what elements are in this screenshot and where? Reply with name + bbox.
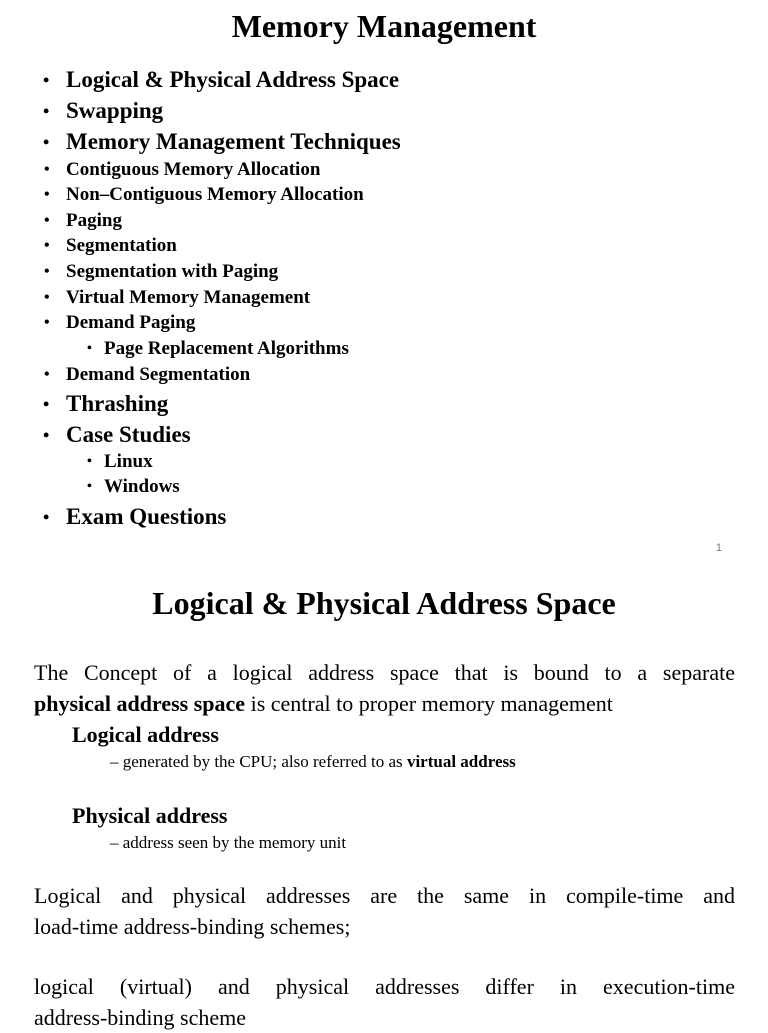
intro-line-1: The Concept of a logical address space that is bound to a separate xyxy=(34,660,735,685)
topic-item-label: Linux xyxy=(104,451,153,472)
topic-item xyxy=(44,260,279,284)
logical-def-text: – generated by the CPU; also referred to as xyxy=(110,752,407,771)
topic-item xyxy=(43,390,169,418)
bullet-icon: • xyxy=(43,507,50,527)
topic-item xyxy=(44,234,177,258)
topic-item-label: Thrashing xyxy=(66,391,169,416)
topic-item-label: Paging xyxy=(66,210,122,231)
topic-item xyxy=(44,311,196,335)
logical-address-heading: Logical address xyxy=(72,722,219,747)
topic-item-label: Non–Contiguous Memory Allocation xyxy=(66,184,364,205)
bullet-icon: • xyxy=(43,70,50,90)
topic-item-label: Swapping xyxy=(66,98,164,123)
topic-item-label: Windows xyxy=(104,476,180,497)
bullet-icon: • xyxy=(44,237,50,254)
topic-item xyxy=(43,421,191,449)
topic-item-label: Logical & Physical Address Space xyxy=(66,67,400,92)
topic-item xyxy=(43,128,401,156)
topic-item-label: Exam Questions xyxy=(66,504,227,529)
binding-para-2-line-1: logical (virtual) and physical addresses differ in execution-time xyxy=(34,974,735,999)
bullet-icon: • xyxy=(44,289,50,306)
binding-para-1-line-2: load-time address-binding schemes; xyxy=(34,914,351,939)
slide-title: Memory Management xyxy=(231,8,537,44)
binding-para-2-line-2: address-binding scheme xyxy=(34,1005,246,1030)
bullet-icon: • xyxy=(44,186,50,203)
bullet-icon: • xyxy=(44,263,50,280)
bullet-icon: • xyxy=(87,454,92,469)
intro-line-2 xyxy=(34,688,735,719)
topic-item-label: Virtual Memory Management xyxy=(66,287,311,308)
bullet-icon: • xyxy=(44,161,50,178)
topic-item-label: Segmentation with Paging xyxy=(66,261,279,282)
physical-address-heading: Physical address xyxy=(72,803,228,828)
intro-rest: is central to proper memory management xyxy=(245,691,613,716)
bullet-icon: • xyxy=(44,212,50,229)
topic-item xyxy=(44,158,321,182)
topic-item xyxy=(44,209,122,233)
slide-title: Logical & Physical Address Space xyxy=(152,585,616,621)
topic-item-label: Page Replacement Algorithms xyxy=(104,338,349,359)
topic-item xyxy=(43,97,164,125)
bullet-icon: • xyxy=(43,101,50,121)
topic-item-label: Segmentation xyxy=(66,235,177,256)
bullet-icon: • xyxy=(87,479,92,494)
bullet-icon: • xyxy=(44,314,50,331)
topic-item-label: Demand Segmentation xyxy=(66,364,251,385)
topic-item xyxy=(44,183,364,207)
bullet-icon: • xyxy=(87,341,92,356)
topic-item xyxy=(87,450,153,474)
topic-item-label: Demand Paging xyxy=(66,312,196,333)
topic-item xyxy=(87,475,180,499)
topic-item xyxy=(44,286,311,310)
topic-item xyxy=(87,337,349,361)
topic-item xyxy=(44,363,251,387)
physical-address-definition: – address seen by the memory unit xyxy=(110,833,347,852)
topic-item xyxy=(43,503,227,531)
topic-item-label: Case Studies xyxy=(66,422,191,447)
virtual-address-term: virtual address xyxy=(406,752,516,771)
logical-address-definition xyxy=(110,751,516,773)
binding-para-1-line-1: Logical and physical addresses are the same in compile-time and xyxy=(34,883,735,908)
bullet-icon: • xyxy=(44,366,50,383)
topic-item-label: Memory Management Techniques xyxy=(66,129,401,154)
bullet-icon: • xyxy=(43,394,50,414)
bullet-icon: • xyxy=(43,425,50,445)
intro-bold-term: physical address space xyxy=(34,691,246,716)
page-number: 1 xyxy=(715,542,722,554)
topic-item-label: Contiguous Memory Allocation xyxy=(66,159,321,180)
slide-logical-physical-address-space xyxy=(0,560,768,1030)
topic-item xyxy=(43,66,400,94)
bullet-icon: • xyxy=(43,132,50,152)
